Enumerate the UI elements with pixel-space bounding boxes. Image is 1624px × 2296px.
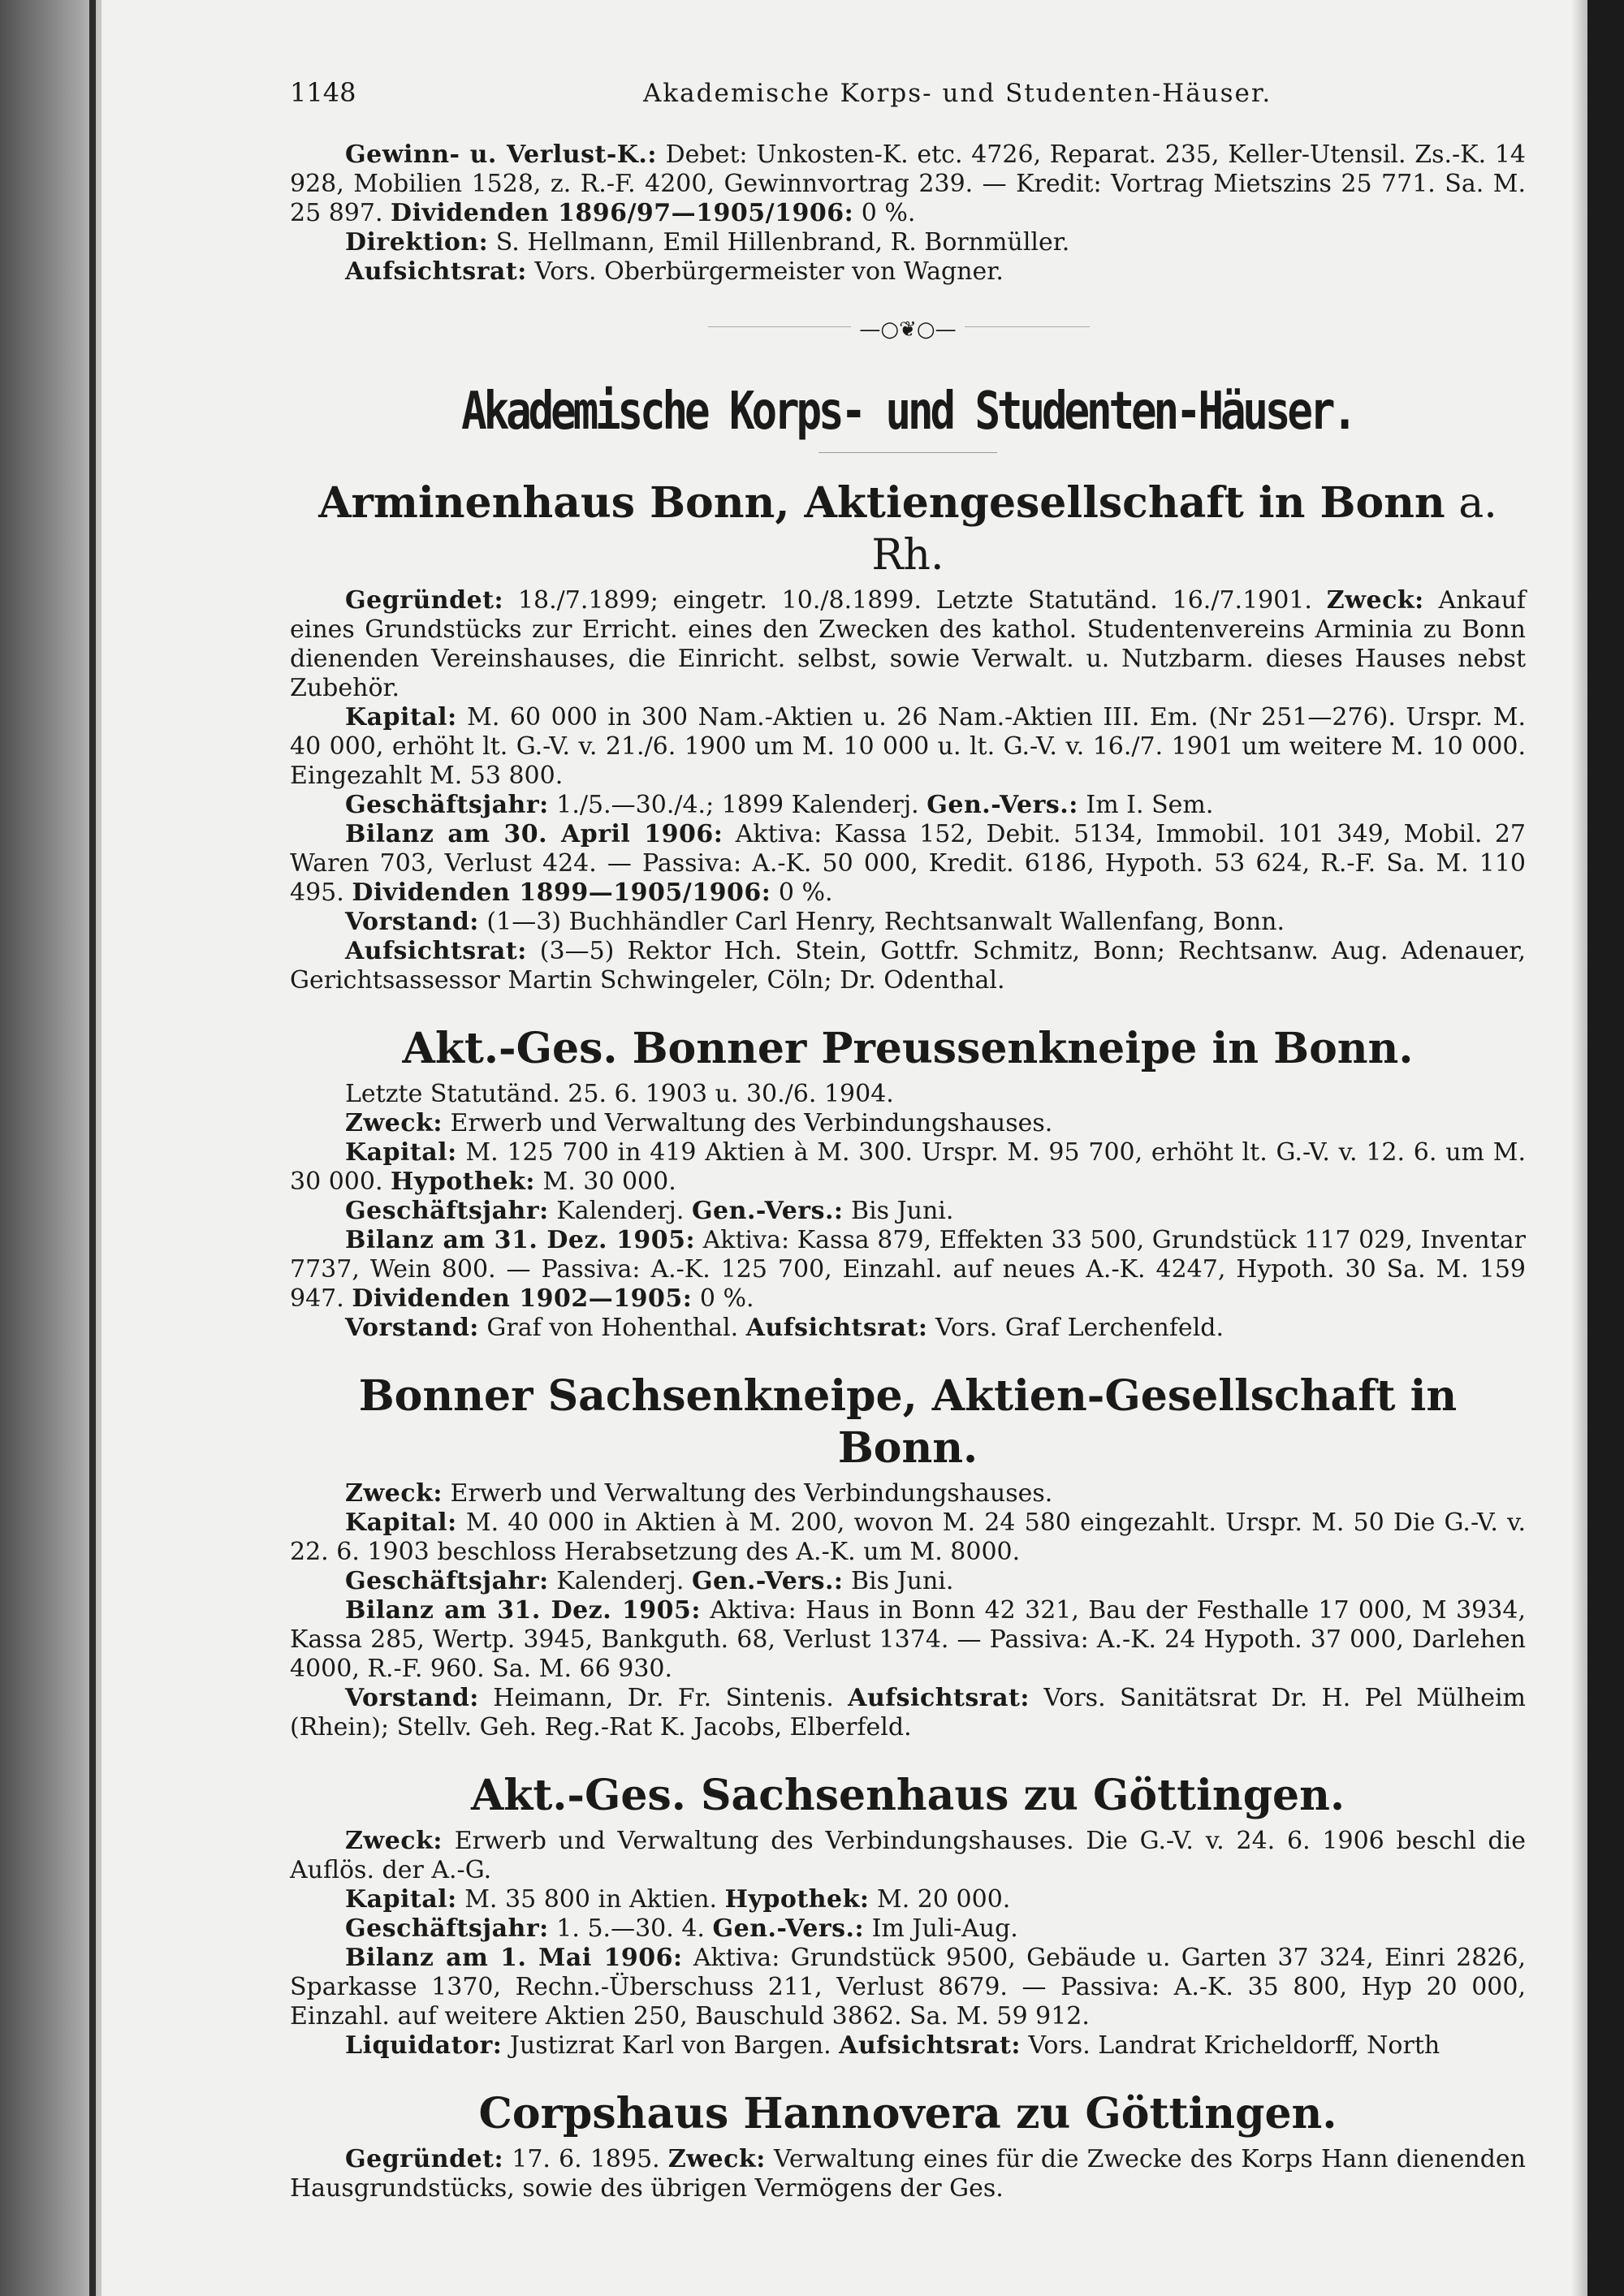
entry-paragraph xyxy=(290,820,1526,908)
binding-shadow xyxy=(89,0,96,2296)
company-entry xyxy=(290,1770,1526,2061)
field-label: Liquidator: xyxy=(345,2031,503,2060)
entry-paragraph xyxy=(290,703,1526,791)
prior-entry-paragraph xyxy=(290,257,1526,287)
field-text: Erwerb und Verwaltung des Verbindungshauses. Die G.-V. v. 24. 6. 1906 beschl die Auflös. der A.-G. xyxy=(290,1827,1526,1884)
section-title: Akademische Korps- und Studenten-Häuser. xyxy=(461,382,1354,442)
field-label: Kapital: xyxy=(345,703,457,732)
field-label: Zweck: xyxy=(345,1827,443,1855)
field-label: Aufsichtsrat: xyxy=(848,1684,1030,1712)
entry-paragraph xyxy=(290,2145,1526,2203)
company-entry xyxy=(290,1023,1526,1343)
field-text: Heimann, Dr. Fr. Sintenis. xyxy=(478,1684,849,1712)
running-head: Akademische Korps- und Studenten-Häuser. xyxy=(643,79,1272,108)
field-label: Aufsichtsrat: xyxy=(839,2031,1021,2060)
field-label: Geschäftsjahr: xyxy=(345,1197,549,1225)
field-text: Kalenderj. xyxy=(548,1567,692,1595)
field-label: Direktion: xyxy=(345,228,489,257)
entry-title xyxy=(290,1023,1526,1075)
entry-title-text: Arminenhaus Bonn, Aktiengesellschaft in Bonn xyxy=(318,478,1445,528)
field-text: Ankauf eines Grundstücks zur Erricht. eines den Zwecken des kathol. Studentenvereins Arminia zu Bonn dienenden Vereinshauses, die Einricht. selbst, sowie Verwalt. u. Nutzbarm. dieses Hauses nebst Zubehör. xyxy=(290,586,1526,702)
entry-title-suffix: a. Rh. xyxy=(871,479,1497,580)
field-text: Verwaltung eines für die Zwecke des Korps Hann dienenden Hausgrundstücks, sowie des übrigen Vermögens der Ges. xyxy=(290,2145,1526,2203)
field-label: Vorstand: xyxy=(345,1314,479,1342)
field-text: M. 60 000 in 300 Nam.-Aktien u. 26 Nam.-Aktien III. Em. (Nr 251—276). Urspr. M. 40 000, erhöht lt. G.-V. v. 21./6. 1900 um M. 10 000 u. lt. G.-V. v. 16./7. 1901 um weitere M. 10 000. Eingezahlt M. 53 800. xyxy=(290,703,1526,790)
field-text: 1. 5.—30. 4. xyxy=(548,1914,713,1943)
field-label: Aufsichtsrat: xyxy=(745,1314,928,1342)
field-label: Hypothek: xyxy=(724,1885,870,1914)
entry-title-text: Corpshaus Hannovera zu Göttingen. xyxy=(478,2089,1337,2138)
field-text: 18./7.1899; eingetr. 10./8.1899. Letzte Statutänd. 16./7.1901. xyxy=(503,586,1327,615)
entry-title xyxy=(290,477,1526,581)
field-text: 17. 6. 1895. xyxy=(503,2145,668,2173)
entry-paragraph xyxy=(290,1138,1526,1197)
entry-paragraph xyxy=(290,1109,1526,1138)
field-text: Bis Juni. xyxy=(843,1567,954,1595)
entry-paragraph xyxy=(290,1479,1526,1508)
entry-title xyxy=(290,2088,1526,2140)
field-label: Gegründet: xyxy=(345,2145,504,2173)
field-label: Gen.-Vers.: xyxy=(712,1914,865,1943)
entry-paragraph xyxy=(290,1885,1526,1914)
entry-title-text: Akt.-Ges. Sachsenhaus zu Göttingen. xyxy=(470,1771,1345,1820)
entry-paragraph xyxy=(290,1508,1526,1567)
field-label: Vorstand: xyxy=(345,1684,479,1712)
company-entry xyxy=(290,2088,1526,2203)
field-label: Bilanz am 30. April 1906: xyxy=(345,820,723,848)
field-label: Gen.-Vers.: xyxy=(926,791,1078,819)
scan-right-margin xyxy=(1587,0,1624,2296)
field-label: Zweck: xyxy=(345,1109,443,1137)
entry-title-text: Bonner Sachsenkneipe, Aktien-Gesellschaft in Bonn. xyxy=(358,1371,1458,1473)
entry-paragraph xyxy=(290,1314,1526,1343)
field-text: 0 %. xyxy=(692,1284,754,1313)
field-text: Graf von Hohenthal. xyxy=(478,1314,746,1342)
field-label: Geschäftsjahr: xyxy=(345,1567,549,1595)
prior-entry-paragraph xyxy=(290,140,1526,228)
ornament-icon: —○❦○— xyxy=(851,315,964,344)
entry-paragraph xyxy=(290,908,1526,937)
field-text: Vors. Graf Lerchenfeld. xyxy=(927,1314,1224,1342)
field-text: Aktiva: Kassa 152, Debit. 5134, Immobil. 101 349, Mobil. 27 Waren 703, Verlust 424. — Passiva: A.-K. 50 000, Kredit. 6186, Hypoth. 53 624, R.-F. Sa. M. 110 495. xyxy=(290,820,1527,907)
field-label: Gen.-Vers.: xyxy=(691,1197,844,1225)
field-text: Aktiva: Kassa 879, Effekten 33 500, Grundstück 117 029, Inventar 7737, Wein 800. — Passiva: A.-K. 125 700, Einzahl. auf neues A.-K. 4247, Hypoth. 30 Sa. M. 159 947. xyxy=(290,1226,1526,1313)
page-number: 1148 xyxy=(290,77,356,108)
entry-paragraph xyxy=(290,2031,1526,2061)
entry-title xyxy=(290,1370,1526,1474)
entry-paragraph xyxy=(290,1567,1526,1596)
field-text: Im I. Sem. xyxy=(1078,791,1214,819)
field-label: Kapital: xyxy=(345,1885,457,1914)
field-text: 1./5.—30./4.; 1899 Kalenderj. xyxy=(548,791,927,819)
page-header xyxy=(290,78,1526,108)
entry-paragraph xyxy=(290,586,1526,703)
field-text: Bis Juni. xyxy=(843,1197,954,1225)
prior-entry xyxy=(290,140,1526,287)
field-label: Zweck: xyxy=(667,2145,766,2173)
scan-left-margin xyxy=(0,0,102,2296)
field-label: Aufsichtsrat: xyxy=(345,937,527,965)
field-text: Aktiva: Haus in Bonn 42 321, Bau der Festhalle 17 000, M 3934, Kassa 285, Wertp. 3945, Bankguth. 68, Verlust 1374. — Passiva: A.-K. 24 Hypoth. 37 000, Darlehen 4000, R.-F. 960. Sa. M. 66 930. xyxy=(290,1596,1526,1683)
field-text: (3—5) Rektor Hch. Stein, Gottfr. Schmitz, Bonn; Rechtsanw. Aug. Adenauer, Gerichtsassessor Martin Schwingeler, Cöln; Dr. Odenthal. xyxy=(290,937,1526,995)
field-text: Letzte Statutänd. 25. 6. 1903 u. 30./6. 1904. xyxy=(345,1080,894,1108)
field-label: Bilanz am 31. Dez. 1905: xyxy=(345,1596,701,1625)
field-text: Erwerb und Verwaltung des Verbindungshauses. xyxy=(442,1109,1053,1137)
page-content xyxy=(290,78,1526,2231)
field-label: Zweck: xyxy=(345,1479,443,1508)
field-text: Vors. Sanitätsrat Dr. H. Pel Mülheim (Rhein); Stellv. Geh. Reg.-Rat K. Jacobs, Elberfeld. xyxy=(290,1684,1527,1741)
field-label: Gen.-Vers.: xyxy=(691,1567,844,1595)
field-label: Geschäftsjahr: xyxy=(345,791,549,819)
field-label: Dividenden 1902—1905: xyxy=(352,1284,693,1313)
field-text: Justizrat Karl von Bargen. xyxy=(502,2031,840,2060)
field-text: Vors. Landrat Kricheldorff, North xyxy=(1020,2031,1440,2060)
field-label: Aufsichtsrat: xyxy=(345,257,527,286)
entry-paragraph xyxy=(290,1684,1526,1742)
field-text: Aktiva: Grundstück 9500, Gebäude u. Garten 37 324, Einri 2826, Sparkasse 1370, Rechn.-Überschuss 211, Verlust 8679. — Passiva: A.-K. 35 800, Hyp 20 000, Einzahl. auf weitere Aktien 250, Bauschuld 3862. Sa. M. 59 912. xyxy=(290,1944,1526,2031)
field-label: Geschäftsjahr: xyxy=(345,1914,549,1943)
section-separator xyxy=(290,314,1526,342)
scan-right-edge xyxy=(1571,0,1587,2296)
field-label: Kapital: xyxy=(345,1508,457,1537)
entry-title xyxy=(290,1770,1526,1822)
prior-entry-paragraph xyxy=(290,228,1526,257)
field-text: M. 20 000. xyxy=(869,1885,1011,1914)
entry-paragraph xyxy=(290,1944,1526,2031)
field-label: Zweck: xyxy=(1326,586,1424,615)
field-label: Dividenden 1896/97—1905/1906: xyxy=(391,199,854,227)
entry-paragraph xyxy=(290,1596,1526,1684)
field-text: M. 40 000 in Aktien à M. 200, wovon M. 24 580 eingezahlt. Urspr. M. 50 Die G.-V. v. 22. 6. 1903 beschloss Herabsetzung des A.-K. um M. 8000. xyxy=(290,1508,1526,1566)
field-text: 0 %. xyxy=(853,199,916,227)
entry-paragraph xyxy=(290,1827,1526,1885)
field-text: Vors. Oberbürgermeister von Wagner. xyxy=(526,257,1004,286)
entry-paragraph xyxy=(290,1080,1526,1109)
entry-paragraph xyxy=(290,1914,1526,1944)
entry-paragraph xyxy=(290,791,1526,820)
entry-paragraph xyxy=(290,1197,1526,1226)
field-label: Kapital: xyxy=(345,1138,457,1167)
field-text: M. 125 700 in 419 Aktien à M. 300. Urspr. M. 95 700, erhöht lt. G.-V. v. 12. 6. um M. 30 000. xyxy=(290,1138,1526,1196)
field-text: (1—3) Buchhändler Carl Henry, Rechtsanwalt Wallenfang, Bonn. xyxy=(478,908,1285,936)
title-rule xyxy=(818,452,997,453)
entry-title-text: Akt.-Ges. Bonner Preussenkneipe in Bonn. xyxy=(402,1024,1414,1073)
field-text: Im Juli-Aug. xyxy=(864,1914,1018,1943)
field-label: Gewinn- u. Verlust-K.: xyxy=(345,140,657,169)
field-label: Vorstand: xyxy=(345,908,479,936)
company-entry xyxy=(290,477,1526,995)
field-text: M. 35 800 in Aktien. xyxy=(456,1885,725,1914)
field-label: Bilanz am 31. Dez. 1905: xyxy=(345,1226,696,1254)
field-label: Hypothek: xyxy=(391,1167,535,1196)
field-label: Gegründet: xyxy=(345,586,504,615)
company-entry xyxy=(290,1370,1526,1742)
field-text: M. 30 000. xyxy=(534,1167,676,1196)
field-text: S. Hellmann, Emil Hillenbrand, R. Bornmüller. xyxy=(488,228,1070,257)
field-text: Kalenderj. xyxy=(548,1197,692,1225)
field-text: 0 %. xyxy=(771,878,833,907)
entry-paragraph xyxy=(290,1226,1526,1314)
entry-paragraph xyxy=(290,937,1526,995)
field-text: Erwerb und Verwaltung des Verbindungshauses. xyxy=(442,1479,1053,1508)
field-label: Bilanz am 1. Mai 1906: xyxy=(345,1944,683,1972)
field-text: Debet: Unkosten-K. etc. 4726, Reparat. 235, Keller-Utensil. Zs.-K. 14 928, Mobilien 1528, z. R.-F. 4200, Gewinnvortrag 239. — Kredit: Vortrag Mietszins 25 771. Sa. M. 25 897. xyxy=(290,140,1526,227)
field-label: Dividenden 1899—1905/1906: xyxy=(352,878,771,907)
